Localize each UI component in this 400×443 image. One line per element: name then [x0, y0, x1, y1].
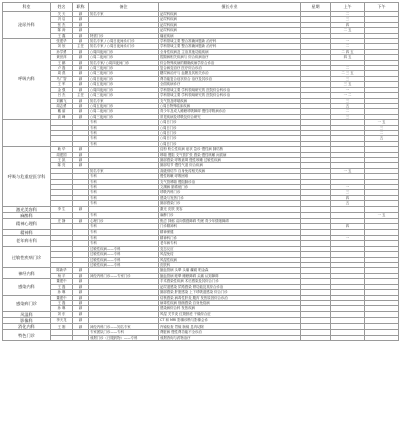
am-cell: 四 [331, 195, 365, 200]
specialty-cell: 高级别结节 自身免疫相关疾病 [159, 168, 301, 173]
table-row [3, 335, 399, 340]
name-cell: 张建华 [51, 39, 73, 44]
title-cell: 副 [73, 49, 89, 54]
specialty-cell: 精神保健 [159, 229, 301, 235]
name-cell: 王 磊 [51, 300, 73, 305]
specialty-cell: ○周日门诊 [159, 136, 301, 141]
specialty-cell: 麻醉门诊 [159, 212, 301, 218]
am-cell: 三 五 [331, 82, 365, 87]
am-cell: 一 [331, 39, 365, 44]
name-cell: 周志勇 [51, 103, 73, 108]
col-note: 备注 [89, 3, 159, 12]
name-cell: 马广智 [51, 76, 73, 81]
am-cell: 一 五 [331, 168, 365, 173]
specialty-cell: 皮肤科 [159, 263, 301, 268]
specialty-cell: 淀粉 粉尘性疾病 症状 急诊 慢性病 肺结核 [159, 147, 301, 152]
name-cell: 黄世萍 [51, 55, 73, 60]
title-cell: 副 [73, 163, 89, 168]
note-cell: 知名专家 [89, 98, 159, 103]
specialty-cell: 戒烟咨询与药物治疗 [159, 335, 301, 340]
note-cell: 专家团队门诊——专科 [89, 330, 159, 335]
name-cell: 陈新华 [51, 268, 73, 273]
note-cell: 专科 [89, 179, 159, 184]
am-cell: 一 二 [331, 93, 365, 98]
specialty-cell: ○周日门诊 [159, 130, 301, 135]
specialty-cell: 泌尿科疾病 [159, 22, 301, 27]
note-cell: 专科 [89, 190, 159, 195]
dept-cell: 精神心理科 [3, 219, 51, 230]
note-cell: 过敏性疾病——专科 [89, 263, 159, 268]
specialty-cell: 泌尿道感染 尿路感染 肾功能及其综合诊治 [159, 284, 301, 289]
specialty-cell: 腔隙病相关疾病与 综合疾病治疗 [159, 55, 301, 60]
note-cell: 知名专家 / ○周日夜间诊/门诊 [89, 44, 159, 49]
title-cell: 副 [73, 114, 89, 119]
dept-cell: 消化内科 [3, 324, 51, 330]
title-cell: 副 [73, 147, 89, 152]
specialty-cell: 结核感染 病毒性肝炎 腹泻 发热原因综合诊治 [159, 295, 301, 300]
col-title: 职称 [73, 3, 89, 12]
note-cell: ○周三夜间门诊 [89, 114, 159, 119]
title-cell: 副 [73, 279, 89, 284]
name-cell: 陈 涛 [51, 28, 73, 33]
name-cell: 周建国 [51, 152, 73, 157]
specialty-cell: 变态反应 [159, 246, 301, 251]
name-cell: 吕 杰 [51, 93, 73, 98]
name-cell: 李 生 [51, 206, 73, 212]
note-cell: 专科 [89, 195, 159, 200]
pm-cell [365, 335, 399, 340]
title-cell: 副 [73, 98, 89, 103]
note-cell: 特需门诊 [89, 33, 159, 38]
note-cell: 过敏性疾病——专科 [89, 246, 159, 251]
name-cell: 孙 琳 [51, 290, 73, 295]
specialty-cell: 复合病变治疗 医疗综合诊治 [159, 66, 301, 71]
col-name: 姓名 [51, 3, 73, 12]
specialty-cell: 常见疾病及呼吸及综合研究 [159, 114, 301, 119]
dept-cell: 老年病专科 [3, 236, 51, 247]
title-cell: 副 [73, 295, 89, 300]
specialty-cell: ○周日门诊 [159, 141, 301, 146]
am-cell: 三 [331, 190, 365, 195]
dept-cell: 精神科 [3, 229, 51, 235]
specialty-cell: 感染与发热门诊 [159, 195, 301, 200]
title-cell: 副 [73, 33, 89, 38]
am-cell: 二 四 五 [331, 49, 365, 54]
title-cell: 副 [73, 284, 89, 289]
am-cell: 二 [331, 12, 365, 17]
note-cell: 专科 [89, 185, 159, 190]
specialty-cell: 泌尿科疾病 [159, 12, 301, 17]
specialty-cell: 文渊病 肺系统门诊 [159, 185, 301, 190]
name-cell: 董建中 [51, 279, 73, 284]
specialty-cell: 风湿 关节炎 红斑狼疮 干燥综合征 [159, 311, 301, 317]
title-cell: 副 [73, 60, 89, 65]
name-cell: 耿 华 [51, 147, 73, 152]
specialty-cell: 慢性咳嗽 呼吸困难 [159, 174, 301, 179]
pm-cell: 五 [365, 136, 399, 141]
specialty-cell: 哮喘 慢阻 支气管扩张 感染 慢性咳嗽 间质病 [159, 152, 301, 157]
title-cell: 副 [73, 157, 89, 162]
am-cell: 二 [331, 66, 365, 71]
name-cell: 王 鹏 [51, 60, 73, 65]
note-cell: ○周三夜间门诊 [89, 66, 159, 71]
specialty-cell: 脑血管病 眩晕 睡眠障碍 头痛 认知障碍 [159, 273, 301, 278]
specialty-cell: ○周日门诊 [159, 120, 301, 125]
name-cell: 刘鹏飞 [51, 98, 73, 103]
specialty-cell: 焦虑 抑郁 双向情感障碍 失眠 青少年情绪障碍 [159, 219, 301, 224]
specialty-cell: 糖尿病治疗与 血糖及其相关诊治 [159, 71, 301, 76]
name-cell: 王 磊 [51, 284, 73, 289]
note-cell: 过敏性疾病——专科 [89, 257, 159, 262]
note-cell: 神经内科门诊——专家门诊 [89, 273, 159, 278]
specialty-cell: 痛症疾病 [159, 33, 301, 38]
title-cell: 副 [73, 268, 89, 273]
specialty-cell: 呼吸内科门诊 [159, 190, 301, 195]
name-cell: 杨 平 [51, 273, 73, 278]
title-cell: 副 [73, 28, 89, 33]
note-cell: ○周三夜间门诊 [89, 71, 159, 76]
note-cell: 专科 [89, 141, 159, 146]
title-cell [73, 335, 89, 340]
note-cell: ○周二夜间门诊 [89, 55, 159, 60]
dept-cell: 麻醉科 [3, 212, 51, 218]
specialty-cell: 病毒性疾病 细菌感染 自身免疫病 [159, 300, 301, 305]
title-cell: 副 [73, 324, 89, 330]
title-cell: 副 [73, 109, 89, 114]
note-cell: 专科 [89, 136, 159, 141]
name-cell: 孙学勇 [51, 49, 73, 54]
specialty-cell: CT 和 MRI 影像诊断与影像会诊 [159, 317, 301, 323]
name-cell: 孙 琳 [51, 306, 73, 311]
schedule-table [2, 2, 399, 341]
pm-cell: 三 [365, 125, 399, 130]
specialty-cell: 肺部感染门诊 [159, 201, 301, 206]
pm-cell: 一 五 [365, 212, 399, 218]
note-cell: 专科 [89, 120, 159, 125]
note-cell: 专科 [89, 201, 159, 206]
title-cell: 主任 [73, 44, 89, 49]
am-cell: 二 [331, 44, 365, 49]
name-cell: 卢 磊 [51, 66, 73, 71]
name-cell: 庄 静 [51, 219, 73, 224]
specialty-cell: 肾脏病 慢性肾功能不全诊治 [159, 330, 301, 335]
title-cell: 副 [73, 39, 89, 44]
note-cell: 专科 [89, 125, 159, 130]
col-specialty: 擅长专业 [159, 3, 301, 12]
specialty-cell: 青少年及成人睡眠呼吸障碍 慢性呼吸病诊治 [159, 109, 301, 114]
pm-cell: 二 [365, 130, 399, 135]
note-cell: ○周五夜间门诊 [89, 103, 159, 108]
name-cell: 王 鑫 [51, 33, 73, 38]
am-cell: 一 [331, 87, 365, 92]
am-cell: 四 [331, 224, 365, 229]
note-cell: 神经内科门诊——知名专家 [89, 324, 159, 330]
note-cell: 专科 [89, 224, 159, 229]
dept-cell: 过敏性疾病门诊 [3, 246, 51, 268]
title-cell: 副 [73, 103, 89, 108]
specialty-cell: 支气管及哮喘疾病 [159, 98, 301, 103]
am-cell: 三 [331, 98, 365, 103]
name-cell: 周 燕 [51, 71, 73, 76]
title-cell: 副 [73, 219, 89, 224]
dept-cell: 影像科 [3, 317, 51, 323]
specialty-cell: 肾功能复合症状综合 治疗及其诊治 [159, 76, 301, 81]
specialty-cell: 学科领域主要 整合准确问题新 治疗科 [159, 44, 301, 49]
specialty-cell: ○周日特殊临床疾病 [159, 103, 301, 108]
dept-cell [3, 120, 51, 147]
title-cell: 主任 [73, 93, 89, 98]
specialty-cell: 泌尿科疾病 [159, 17, 301, 22]
note-cell: 知名专家 / ○周日夜间诊/门诊 [89, 39, 159, 44]
am-cell: 四 五 [331, 55, 365, 60]
schedule-body [3, 12, 399, 341]
title-cell: 副 [73, 300, 89, 305]
name-cell: 金 强 [51, 87, 73, 92]
note-cell: 专科 [89, 212, 159, 218]
dept-cell: 感染内科 [3, 279, 51, 295]
name-cell: 李天龙 [51, 317, 73, 323]
specialty-cell: 激光 皮肤 美容 [159, 206, 301, 212]
title-cell: 副 [73, 206, 89, 212]
note-cell: ○周四夜间门诊 [89, 49, 159, 54]
name-cell: 戴 丽 [51, 109, 73, 114]
specialty-cell: 感染病综合科 发热疾病 [159, 306, 301, 311]
name-cell: 冯 启 [51, 17, 73, 22]
am-cell [331, 335, 365, 340]
title-cell: 副 [73, 66, 89, 71]
note-cell: ○周五夜间门诊 [89, 82, 159, 87]
note-cell: 专科 [89, 174, 159, 179]
dept-cell: 神经内科 [3, 268, 51, 279]
dept-cell: 呼吸内科 [3, 39, 51, 120]
name-cell: 董建中 [51, 295, 73, 300]
title-cell: 副 [73, 273, 89, 278]
note-cell: 知名专家/ ○周四夜间门诊 [89, 60, 159, 65]
title-cell: 副 [73, 152, 89, 157]
note-cell: ○周三夜间门诊 [89, 93, 159, 98]
specialty-cell: 门诊精神科 [159, 224, 301, 229]
am-cell: 二 五 [331, 28, 365, 33]
name-cell: 王 军 [51, 82, 73, 87]
col-dept: 科室 [3, 3, 51, 12]
name-cell: 王 凯 [51, 157, 73, 162]
specialty-cell: 全身性疾病及 主治其他功能疾病 [159, 49, 301, 54]
specialty-cell: 全面疾病诊疗 [159, 82, 301, 87]
note-cell: 专科 [89, 236, 159, 241]
specialty-cell: 学科领域主要 学科领域研究的 医院综合科诊治 [159, 93, 301, 98]
note-cell: 知名专家 [89, 12, 159, 17]
title-cell: 副 [73, 87, 89, 92]
dept-cell: 呼吸与危重症医学科 [3, 147, 51, 206]
specialty-cell: 肺部感染 呼吸衰竭 慢性咳嗽 过敏性疾病 [159, 157, 301, 162]
note-cell: ○周日夜间门诊 [89, 76, 159, 81]
col-weekday: 星期 [301, 3, 331, 12]
am-cell: 四 [331, 22, 365, 27]
name-cell: 刘 欣 [51, 44, 73, 49]
name-cell: 高 峰 [51, 114, 73, 119]
title-cell: 副 [73, 290, 89, 295]
dept-cell: 特色门诊 [3, 330, 51, 341]
title-cell: 副 [73, 311, 89, 317]
name-cell: 刘 东 [51, 311, 73, 317]
specialty-cell: 支气管哮喘 慢阻肺诊治 [159, 179, 301, 184]
specialty-cell: 肺部结节 慢性气道 综合疾病 [159, 163, 301, 168]
dept-cell: 泌尿外科 [3, 12, 51, 39]
note-cell: ○周四夜间门诊 [89, 87, 159, 92]
name-cell: 王 刚 [51, 324, 73, 330]
name-cell [51, 335, 73, 340]
col-pm: 下午 [365, 3, 399, 12]
name-cell: 陈 亮 [51, 163, 73, 168]
specialty-cell: 脑血管病 头晕 头痛 癫痫 帕金森 [159, 268, 301, 273]
title-cell: 副 [73, 306, 89, 311]
specialty-cell: 风湿性疾病 [159, 257, 301, 262]
specialty-cell: ○周日门诊 [159, 125, 301, 130]
title-cell: 副 [73, 12, 89, 17]
name-cell: 张 杰 [51, 22, 73, 27]
note-cell: 专科 [89, 229, 159, 235]
col-am: 上午 [331, 3, 365, 12]
title-cell: 副 [73, 76, 89, 81]
note-cell: ○周二夜间门诊 [89, 109, 159, 114]
am-cell: 二 [331, 109, 365, 114]
am-cell: 二 三 五 [331, 71, 365, 76]
header-row [3, 3, 399, 12]
note-cell: 专科 [89, 241, 159, 246]
title-cell: 副 [73, 71, 89, 76]
dept-cell: 感染病门诊 [3, 295, 51, 311]
am-cell: 五 [331, 201, 365, 206]
title-cell: 副 [73, 317, 89, 323]
am-cell: 五 [331, 103, 365, 108]
pm-cell: 一 五 [365, 120, 399, 125]
note-cell: 专科 [89, 130, 159, 135]
note-cell: 心理门诊 [89, 219, 159, 224]
title-cell: 副 [73, 82, 89, 87]
weekday-cell [301, 335, 331, 340]
am-cell: 三 [331, 76, 365, 81]
am-cell: 三 [331, 114, 365, 119]
am-cell: 三 [331, 17, 365, 22]
title-cell: 副 [73, 55, 89, 60]
specialty-cell: 综合特殊疾病的精确疾病学综合诊治 [159, 60, 301, 65]
note-cell: 戒烟门诊（日服药物）——专科 [89, 335, 159, 340]
title-cell: 副 [73, 17, 89, 22]
specialty-cell: 肺部感染 肝脏感染 上下呼吸道感染 综合门诊 [159, 290, 301, 295]
specialty-cell: 老年病专科 [159, 241, 301, 246]
note-cell: 过敏性疾病——专科 [89, 252, 159, 257]
specialty-cell: 风湿免疫 [159, 252, 301, 257]
specialty-cell: 学科领域主要 学科领域研究的 医院综合科诊治 [159, 87, 301, 92]
name-cell: 关 天 [51, 12, 73, 17]
specialty-cell: 手术感染性疾病 术后感染及其综合门诊 [159, 279, 301, 284]
note-cell: 知名专家 [89, 168, 159, 173]
specialty-cell: 学科领域主要 整合准确问题新 治疗科 [159, 39, 301, 44]
specialty-cell: 内镜检查 胃镜 肠镜 息肉切除 [159, 324, 301, 330]
am-cell: 一 [331, 185, 365, 190]
am-cell: 一 [331, 236, 365, 241]
dept-cell: 激光美容科 [3, 206, 51, 212]
title-cell: 副 [73, 22, 89, 27]
dept-cell: 风湿科 [3, 311, 51, 317]
specialty-cell: 泌尿科疾病 [159, 28, 301, 33]
specialty-cell: 精神科门诊 [159, 236, 301, 241]
